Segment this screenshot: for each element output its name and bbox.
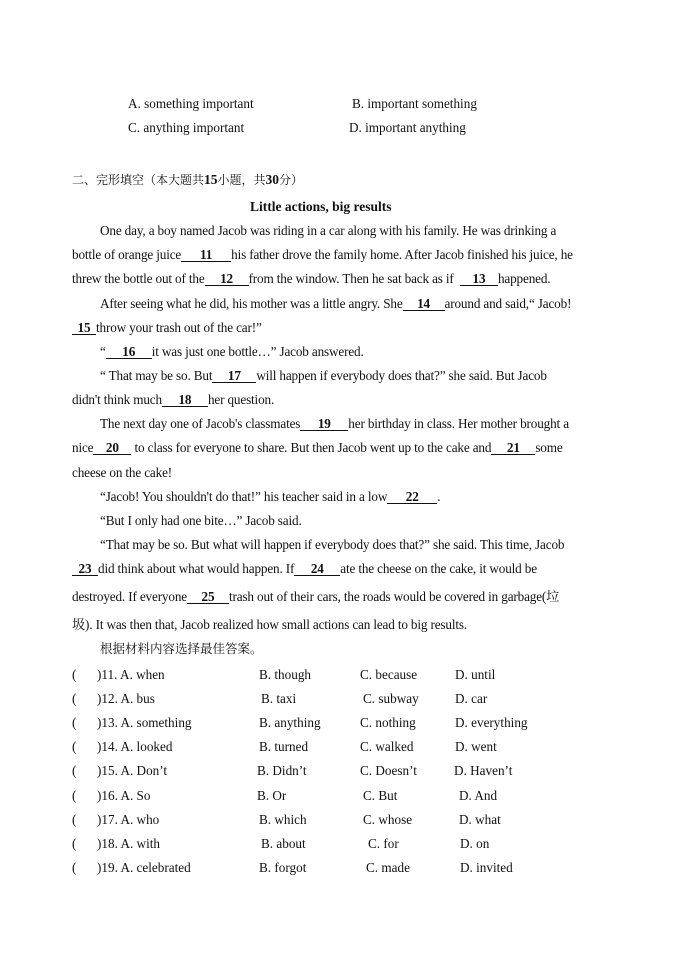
blank-14: 14: [403, 297, 445, 311]
option-a: )15. A. Don’t: [97, 763, 168, 779]
option-b: B. Or: [257, 787, 287, 803]
section-heading: [72, 171, 303, 188]
blank-20: 20: [93, 441, 131, 455]
text-run: After seeing what he did, his mother was a little angry. She: [100, 296, 403, 311]
passage-line: “That may be so. But what will happen if everybody does that?” she said. This time, Jacob: [100, 537, 565, 552]
answer-paren[interactable]: (: [72, 835, 77, 851]
option-c: C. whose: [363, 811, 413, 827]
blank-19: 19: [300, 417, 348, 431]
passage-line: “But I only had one bite…” Jacob said.: [100, 513, 302, 528]
blank-12: 12: [205, 272, 249, 286]
passage-line: One day, a boy named Jacob was riding in a car along with his family. He was drinking a: [100, 223, 557, 238]
option-d: D. invited: [460, 859, 513, 875]
option-d: D. car: [455, 691, 488, 707]
answer-paren[interactable]: (: [72, 691, 77, 707]
option-c: C. walked: [360, 739, 414, 755]
option-d: D. what: [459, 811, 501, 827]
passage-line: [72, 440, 563, 456]
answer-paren[interactable]: (: [72, 811, 77, 827]
option-b: B. Didn’t: [257, 763, 307, 779]
option-c: C. for: [368, 835, 399, 851]
prev-option-b: B. important something: [352, 96, 477, 111]
text-run: around and said,“ Jacob!: [444, 296, 572, 311]
passage-line: cheese on the cake!: [72, 465, 173, 480]
passage-line: [72, 320, 262, 336]
option-c: C. But: [363, 787, 398, 803]
option-a: )16. A. So: [97, 787, 151, 803]
option-c: C. Doesn’t: [360, 763, 417, 779]
text-run: will happen if everybody does that?” she said. But Jacob: [256, 368, 547, 383]
text-run: throw your trash out of the car!”: [96, 320, 262, 335]
answer-paren[interactable]: (: [72, 667, 77, 682]
option-b: B. turned: [259, 739, 309, 755]
text-run: her question.: [207, 392, 275, 407]
option-d: D. everything: [455, 715, 528, 731]
section-mid: 小题，共: [217, 173, 266, 187]
option-b: B. anything: [259, 715, 321, 731]
passage-line: [72, 392, 274, 408]
blank-25: 25: [187, 590, 229, 604]
passage-line: [72, 561, 537, 577]
blank-13: 13: [460, 272, 498, 286]
prev-option-d: D. important anything: [349, 120, 466, 135]
option-d: D. And: [459, 787, 498, 803]
option-a: )12. A. bus: [97, 691, 155, 707]
text-run: “Jacob! You shouldn't do that!” his teacher said in a low: [100, 489, 388, 504]
option-a: )11. A. when: [97, 667, 165, 682]
text-run: her birthday in class. Her mother brought a: [348, 416, 569, 431]
text-run: “: [100, 344, 106, 359]
blank-18: 18: [162, 393, 208, 407]
text-run: The next day one of Jacob's classmates: [100, 416, 301, 431]
passage-line: [100, 489, 440, 505]
option-a: )19. A. celebrated: [97, 859, 191, 875]
option-d: D. on: [460, 835, 490, 851]
passage-line: [72, 586, 559, 605]
answer-paren[interactable]: (: [72, 739, 77, 755]
answer-paren[interactable]: (: [72, 715, 77, 731]
blank-23: 23: [72, 562, 98, 576]
text-run: some: [535, 440, 563, 455]
text-run: did think about what would happen. If: [98, 561, 295, 576]
text-run: didn't think much: [72, 392, 162, 407]
option-a: )14. A. looked: [97, 739, 173, 755]
option-c: C. nothing: [360, 715, 416, 731]
blank-16: 16: [106, 345, 152, 359]
option-c: C. because: [360, 667, 418, 682]
text-run: threw the bottle out of the: [72, 271, 205, 286]
text-run: “ That may be so. But: [100, 368, 213, 383]
text-run: from the window. Then he sat back as if: [248, 271, 454, 286]
text-run: nice: [72, 440, 94, 455]
blank-17: 17: [212, 369, 256, 383]
text-run: happened.: [497, 271, 551, 286]
section-suffix: 分）: [279, 173, 304, 187]
text-run: his father drove the family home. After Jacob finished his juice, he: [231, 247, 573, 262]
passage-line: [72, 247, 573, 263]
option-b: B. forgot: [259, 859, 307, 875]
passage-title: Little actions, big results: [250, 199, 392, 214]
passage-line: [100, 344, 364, 360]
option-b: B. which: [259, 811, 307, 827]
text-run: to class for everyone to share. But then Jacob went up to the cake and: [131, 440, 492, 455]
section-score: 30: [265, 172, 280, 187]
option-a: )17. A. who: [97, 811, 160, 827]
answer-paren[interactable]: (: [72, 763, 77, 779]
text-run: ate the cheese on the cake, it would be: [340, 561, 537, 576]
blank-21: 21: [491, 441, 535, 455]
option-d: D. until: [455, 667, 496, 682]
option-b: B. about: [261, 835, 306, 851]
passage-line: 圾). It was then that, Jacob realized how small actions can lead to big results.: [72, 617, 468, 632]
blank-15: 15: [72, 321, 96, 335]
text-run: it was just one bottle…” Jacob answered.: [151, 344, 364, 359]
passage-line: [100, 416, 569, 432]
answer-paren[interactable]: (: [72, 859, 77, 875]
prev-option-c: C. anything important: [128, 120, 245, 135]
option-c: C. subway: [363, 691, 419, 707]
section-prefix: 二、完形填空（本大题共: [72, 173, 205, 187]
option-b: B. taxi: [261, 691, 297, 707]
option-c: C. made: [366, 859, 410, 875]
blank-24: 24: [294, 562, 340, 576]
text-run: .: [437, 489, 441, 504]
answer-paren[interactable]: (: [72, 787, 77, 803]
passage-line: [72, 271, 550, 287]
option-a: )13. A. something: [97, 715, 192, 731]
option-a: )18. A. with: [97, 835, 161, 851]
text-run: trash out of their cars, the roads would be covered in garbage(垃: [228, 589, 560, 604]
section-count: 15: [204, 172, 218, 187]
option-d: D. went: [455, 739, 497, 755]
option-d: D. Haven’t: [454, 763, 513, 779]
prev-option-a: A. something important: [128, 96, 254, 111]
text-run: destroyed. If everyone: [72, 589, 187, 604]
blank-11: 11: [181, 248, 231, 262]
passage-line: [100, 368, 547, 384]
passage-line: [100, 296, 571, 312]
blank-22: 22: [387, 490, 437, 504]
instruction: 根据材料内容选择最佳答案。: [100, 641, 263, 656]
text-run: bottle of orange juice: [72, 247, 182, 262]
option-b: B. though: [259, 667, 312, 682]
